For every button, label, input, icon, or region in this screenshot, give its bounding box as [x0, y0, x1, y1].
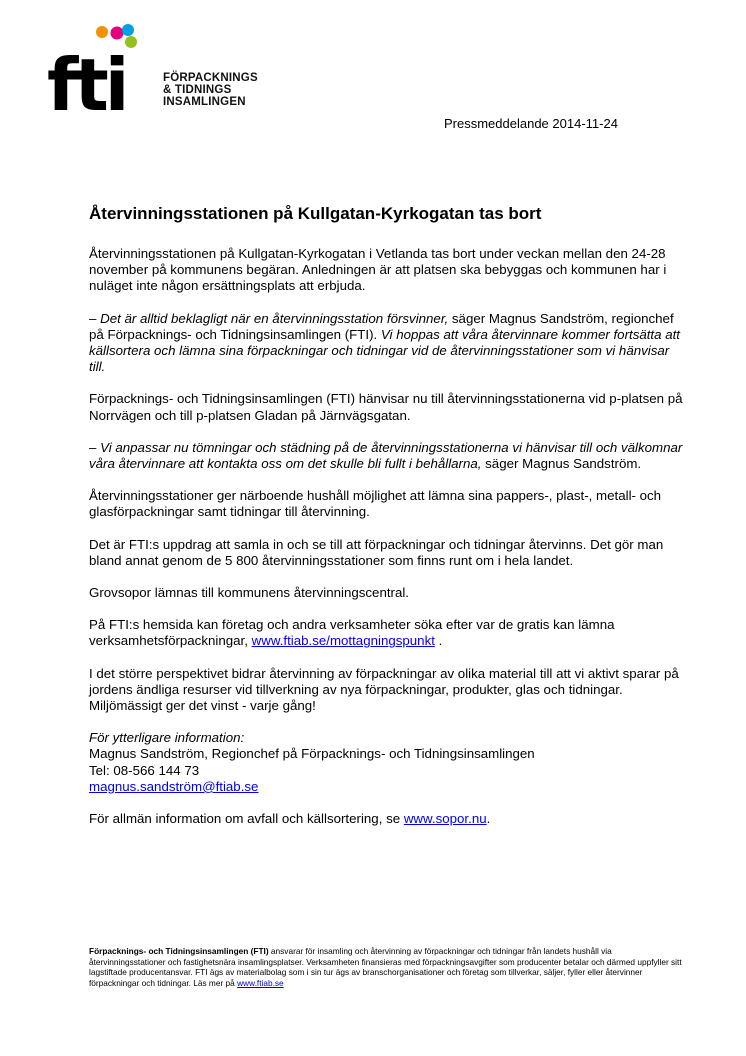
logo-wordmark — [163, 72, 258, 108]
paragraph-bulky-waste: Grovsopor lämnas till kommunens återvinningscentral. — [89, 585, 410, 601]
logo-line3: INSAMLINGEN — [163, 96, 246, 108]
quote-2-attribution: säger Magnus Sandström. — [481, 456, 642, 472]
contact-heading: För ytterligare information: — [89, 730, 245, 746]
logo-dot-green — [125, 36, 137, 48]
press-release-date: Pressmeddelande 2014-11-24 — [444, 116, 618, 131]
paragraph-stations: Återvinningsstationer ger närboende hushåll möjlighet att lämna sina pappers-, plast-, metall- och glasförpackningar samt tidningar till återvinning. — [89, 488, 662, 520]
fti-logo-mark — [47, 20, 167, 120]
paragraph-quote-1 — [89, 311, 689, 376]
logo-line1: FÖRPACKNINGS — [163, 72, 258, 84]
contact-block — [89, 730, 689, 795]
contact-tel: Tel: 08-566 144 73 — [89, 762, 200, 778]
footer-org-name: Förpacknings- och Tidningsinsamlingen (FTI) — [89, 946, 269, 956]
mottagningspunkt-link[interactable]: www.ftiab.se/mottagningspunkt — [251, 633, 435, 649]
paragraph-perspective: I det större perspektivet bidrar återvinning av förpackningar av olika material till att vi aktivt sparar på jordens ändliga resurser vid tillverkning av nya förpackningar, produkter, glas och tidningar. Miljömässigt ger det vinst - varje gång! — [89, 665, 679, 714]
logo-dot-orange — [96, 26, 108, 38]
footer-text: ansvarar för insamling och återvinning av förpackningar och tidningar från landets hushåll via återvinningsstationer och fastighetsnära insamlingsplatser. Verksamheten finansieras med förpackningsavgifter som producenter betalar och därmed uppfyller sitt lagstiftade producentansvar. FTI ägs av materialbolag som i sin tur ägs av branschorganisationer och företag som tillverkar, säljer, fyller eller återvinner förpackningar och tidningar. Läs mer på — [89, 946, 682, 988]
contact-name: Magnus Sandström, Regionchef på Förpacknings- och Tidningsinsamlingen — [89, 746, 535, 762]
quote-attribution: säger Magnus Sandström, regionchef på Förpacknings- och Tidningsinsamlingen (FTI). — [89, 310, 674, 342]
fti-logo — [47, 20, 287, 120]
website-text-end: . — [434, 633, 443, 649]
quote-part-a: – Det är alltid beklagligt när en återvinningsstation försvinner, — [89, 310, 449, 326]
paragraph-general-info — [89, 811, 689, 827]
contact-email-link[interactable]: magnus.sandström@ftiab.se — [89, 778, 259, 794]
logo-line2: & TIDNINGS — [163, 84, 232, 96]
logo-dot-blue — [122, 24, 134, 36]
paragraph-quote-2 — [89, 440, 689, 472]
paragraph-website — [89, 617, 689, 649]
general-info-end: . — [486, 811, 491, 827]
logo-dot-magenta — [111, 27, 124, 40]
logo-letters: fti — [47, 43, 126, 120]
article-body — [89, 246, 689, 843]
quote-part-b: Vi hoppas att våra återvinnare kommer fortsätta att källsortera och lämna sina förpackningar och tidningar vid de återvinningsstationer som vi hänvisar till. — [89, 326, 681, 375]
paragraph-referral: Förpacknings- och Tidningsinsamlingen (FTI) hänvisar nu till återvinningsstationerna vid p-platsen på Norrvägen och till p-platsen Gladan på Järnvägsgatan. — [89, 391, 683, 423]
sopor-link[interactable]: www.sopor.nu — [403, 811, 487, 827]
footer-disclaimer — [89, 946, 689, 988]
page-title: Återvinningsstationen på Kullgatan-Kyrkogatan tas bort — [89, 204, 542, 223]
website-text: På FTI:s hemsida kan företag och andra verksamheter söka efter var de gratis kan lämna verksamhetsförpackningar, — [89, 617, 615, 649]
general-info-text: För allmän information om avfall och källsortering, se — [89, 811, 404, 827]
footer-ftiab-link[interactable]: www.ftiab.se — [237, 977, 284, 988]
paragraph-mission: Det är FTI:s uppdrag att samla in och se till att förpackningar och tidningar återvinns. Det gör man bland annat genom de 5 800 återvinningsstationer som finns runt om i hela landet. — [89, 536, 664, 568]
quote-2-text: – Vi anpassar nu tömningar och städning på de återvinningsstationerna vi hänvisar till och välkomnar våra återvinnare att kontakta oss om det skulle bli fullt i behållarna, — [89, 439, 683, 472]
paragraph-intro: Återvinningsstationen på Kullgatan-Kyrkogatan i Vetlanda tas bort under veckan mellan den 24-28 november på kommunens begäran. Anledningen är att platsen ska bebyggas och kommunen har i nuläget inte någon ersättningsplats att erbjuda. — [89, 246, 667, 294]
